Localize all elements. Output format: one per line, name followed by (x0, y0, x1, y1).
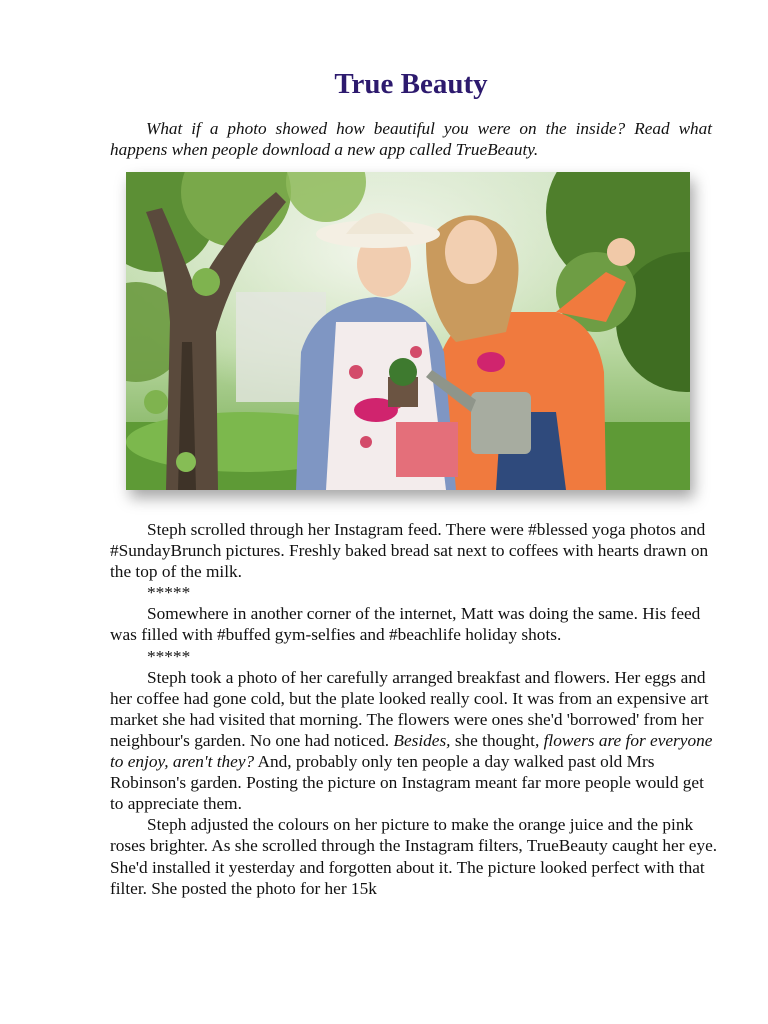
paragraph-2: Somewhere in another corner of the internet, Matt was doing the same. His feed was filled with #buffed gym-selfies and #beachlife holiday shots. (110, 604, 701, 645)
paragraph-3 (110, 667, 720, 815)
story-body (110, 519, 720, 899)
section-separator: ***** (147, 583, 191, 603)
intro-text: What if a photo showed how beautiful you were on the inside? Read what happens when people download a new app called TrueBeauty. (110, 119, 712, 159)
section-separator: ***** (147, 646, 191, 666)
paragraph-1: Steph scrolled through her Instagram feed. There were #blessed yoga photos and #SundayBrunch pictures. Freshly baked bread sat next to coffees with hearts drawn on the top of the milk. (110, 520, 709, 582)
paragraph-3-text-c: she thought, (450, 730, 544, 750)
paragraph-3-italic-besides: Besides, (393, 730, 451, 750)
photo-illustration (126, 172, 690, 490)
paragraph-3-text-a: Steph took a photo of her carefully arranged breakfast and flowers. Her eggs and her coffee had gone cold, but the plate looked really cool. It was from an expensive art market she had visited that morning. The flowers were ones she'd 'borrowed' from her neighbour's garden. No one had noticed. (110, 667, 709, 750)
paragraph-3-text-e: And, probably only ten people a day walked past old Mrs Robinson's garden. Posting the picture on Instagram meant far more people would get to appreciate them. (110, 752, 704, 814)
page-title: True Beauty (334, 68, 488, 100)
paragraph-3-italic-thought: flowers are for everyone to enjoy, aren't they? (110, 730, 713, 772)
story-photo (126, 172, 690, 490)
paragraph-4: Steph adjusted the colours on her picture to make the orange juice and the pink roses brighter. As she scrolled through the Instagram filters, TrueBeauty caught her eye. She'd installed it yesterday and forgotten about it. The picture looked perfect with that filter. She posted the photo for her 15k (110, 815, 718, 898)
